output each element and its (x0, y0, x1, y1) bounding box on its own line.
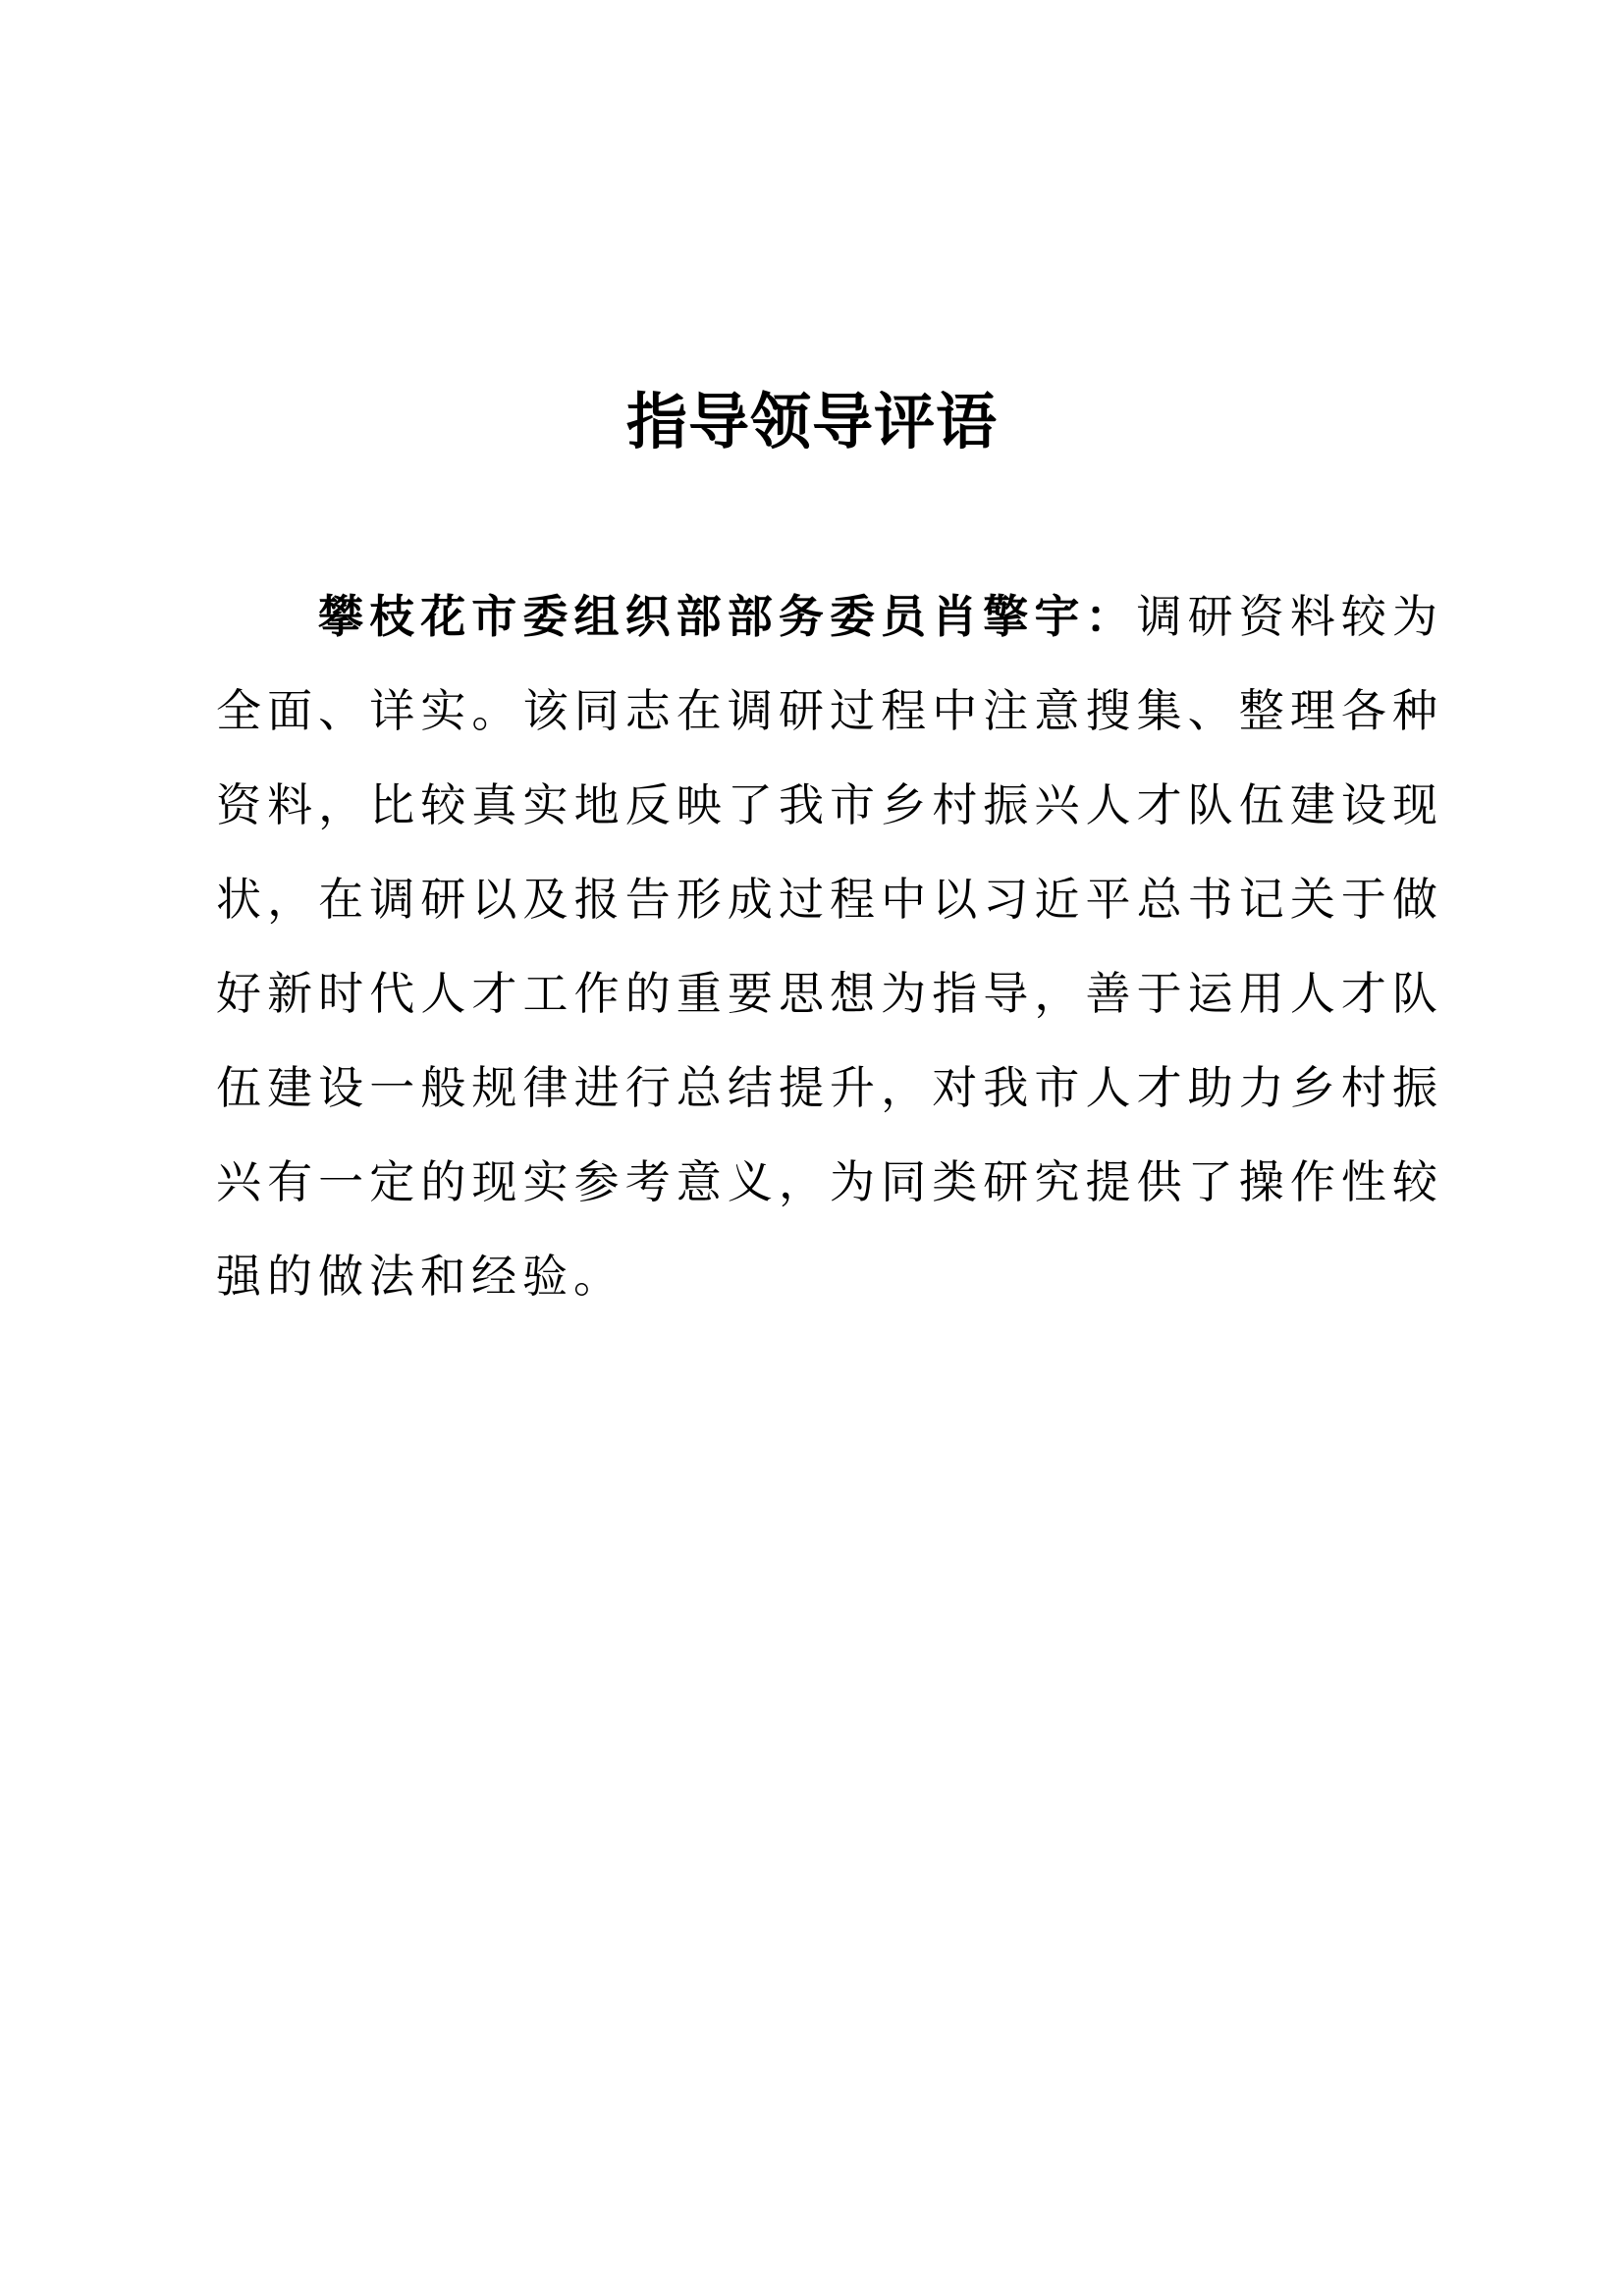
comment-paragraph (216, 569, 1443, 1323)
commenter-label: 攀枝花市委组织部部务委员肖擎宇： (318, 590, 1137, 643)
comment-text: 调研资料较为全面、详实。该同志在调研过程中注意搜集、整理各种资料，比较真实地反映了我市乡村振兴人才队伍建设现状，在调研以及报告形成过程中以习近平总书记关于做好新时代人才工作的重要思想为指导，善于运用人才队伍建设一般规律进行总结提升，对我市人才助力乡村振兴有一定的现实参考意义，为同类研究提供了操作性较强的做法和经验。 (216, 590, 1444, 1303)
page-title: 指导领导评语 (625, 386, 998, 457)
